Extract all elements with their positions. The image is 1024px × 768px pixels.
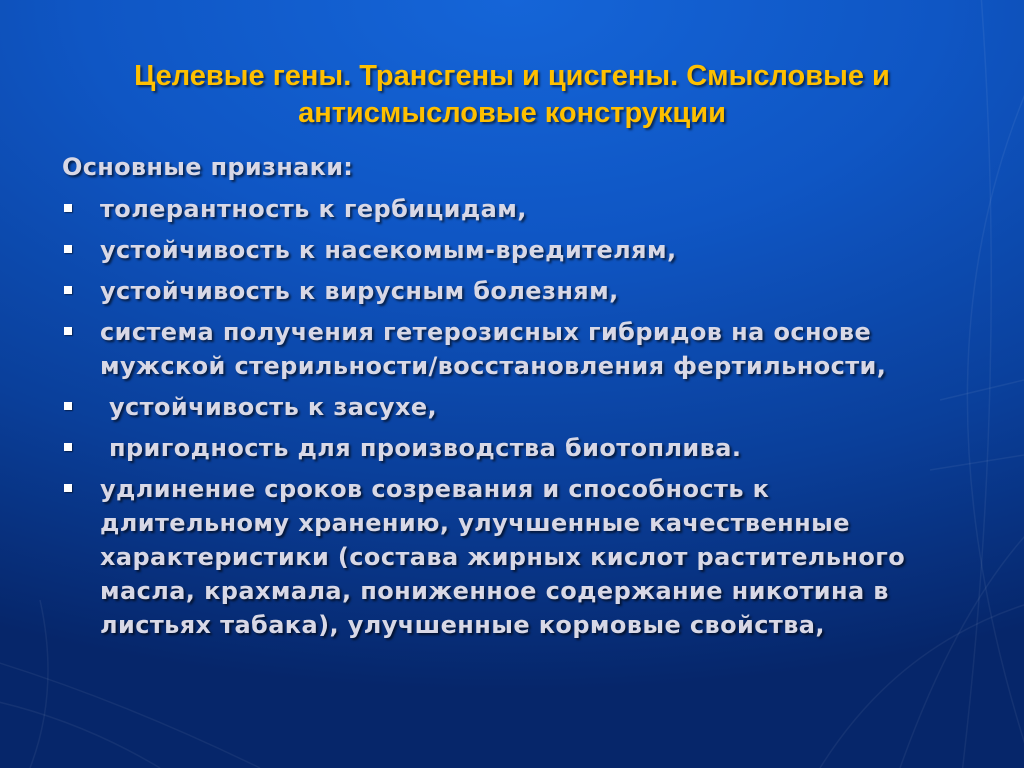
list-item: [62, 274, 962, 308]
list-item-text: система получения гетерозисных гибридов на основе мужской стерильности/восстановления фертильности,: [100, 318, 887, 380]
list-item: [62, 390, 962, 424]
slide-title: Целевые гены. Трансгены и цисгены. Смысловые и антисмысловые конструкции: [134, 60, 890, 129]
list-item-text: устойчивость к засухе,: [109, 393, 438, 421]
list-item: [62, 315, 962, 383]
list-item: [62, 431, 962, 465]
square-bullet-icon: [64, 484, 72, 492]
list-item-text: устойчивость к вирусным болезням,: [100, 277, 619, 305]
list-item-text: пригодность для производства биотоплива.: [109, 434, 742, 462]
list-item: [62, 472, 962, 642]
square-bullet-icon: [64, 204, 72, 212]
square-bullet-icon: [64, 443, 72, 451]
intro-heading: Основные признаки:: [62, 153, 354, 181]
list-item: [62, 192, 962, 226]
square-bullet-icon: [64, 286, 72, 294]
slide-body: [62, 150, 962, 649]
square-bullet-icon: [64, 402, 72, 410]
list-item-text: устойчивость к насекомым-вредителям,: [100, 236, 677, 264]
square-bullet-icon: [64, 245, 72, 253]
features-list: [62, 192, 962, 642]
list-item: [62, 233, 962, 267]
square-bullet-icon: [64, 327, 72, 335]
list-item-text: удлинение сроков созревания и способность к длительному хранению, улучшенные качественные характеристики (состава жирных кислот растительного масла, крахмала, пониженное содержание никотина в листьях табака), улучшенные кормовые свойства,: [100, 475, 906, 639]
list-item-text: толерантность к гербицидам,: [100, 195, 527, 223]
